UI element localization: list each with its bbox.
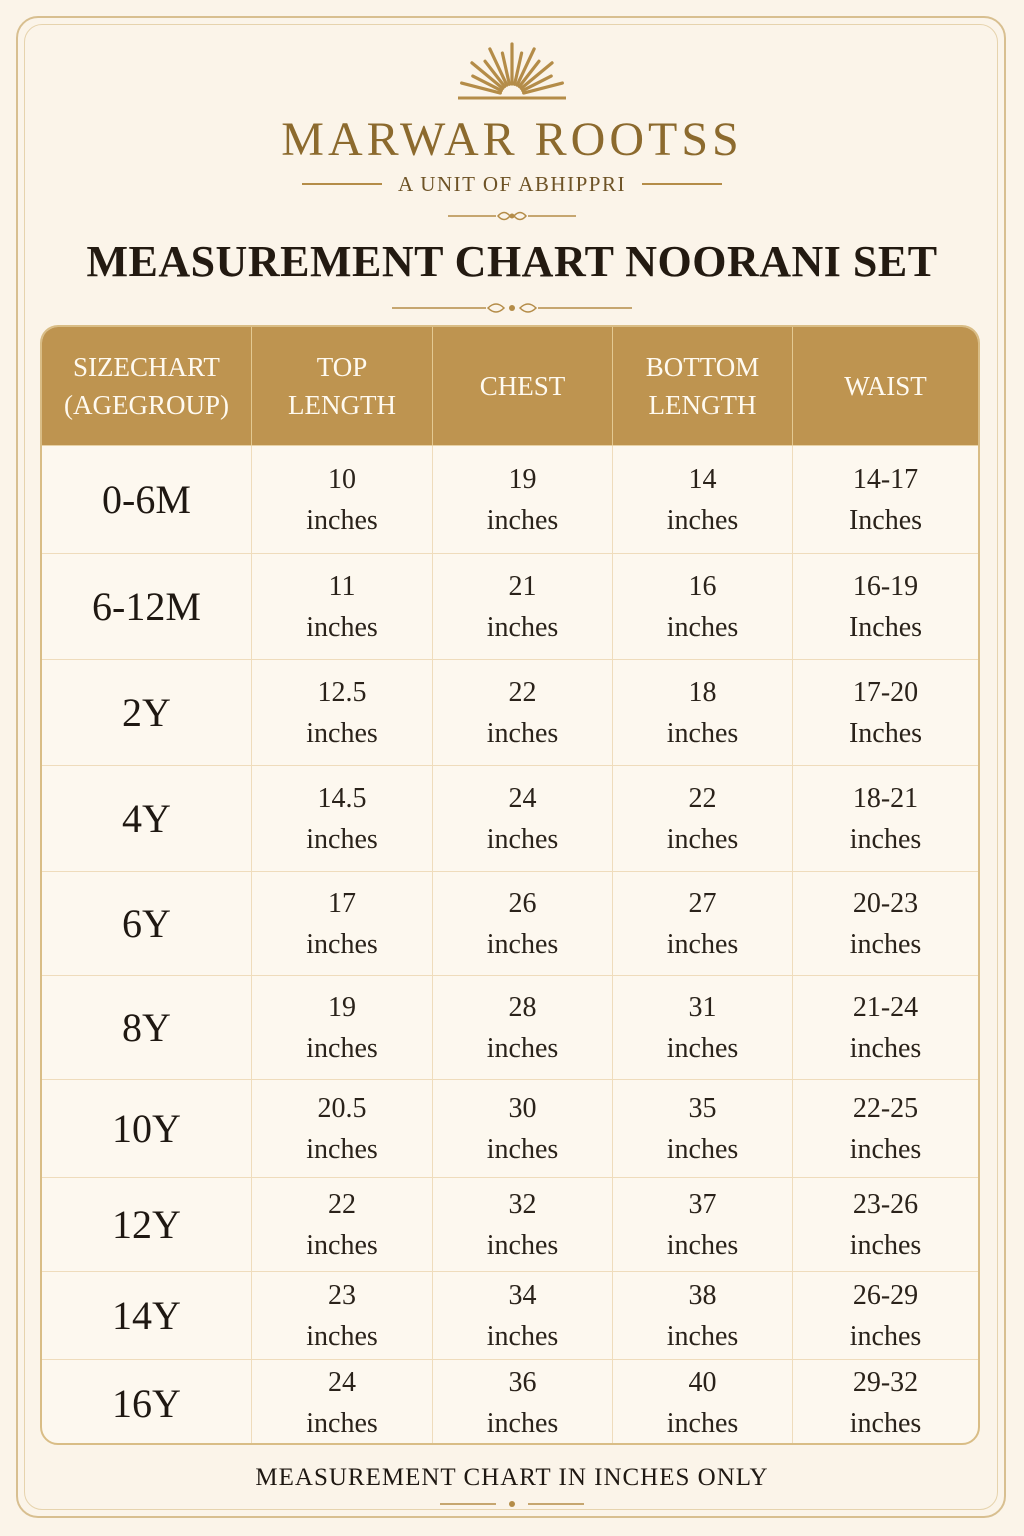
cell-waist: 20-23 inches [849,887,922,960]
table-row [42,1272,978,1360]
divider-line [302,183,382,185]
cell-waist: 21-24 inches [849,991,922,1064]
cell-size: 10Y [42,1080,252,1177]
cell-waist: 22-25 inches [849,1092,922,1165]
cell-waist: 29-32 inches [849,1367,922,1439]
cell-chest: 26 inches [433,872,613,975]
header-waist: WAIST [844,371,927,401]
cell-bottom-length: 38 inches [613,1272,793,1359]
divider-line [642,183,722,185]
cell-top-length: 23 inches [252,1272,433,1359]
table-row [42,1080,978,1178]
cell-waist: 14-17 Inches [848,463,923,536]
table-row [42,1178,978,1272]
page-title: MEASUREMENT CHART NOORANI SET [86,237,938,286]
cell-top-length: 11 inches [252,554,433,659]
flourish-icon [0,1496,1024,1512]
cell-chest: 24 inches [433,766,613,871]
cell-top-length: 19 inches [252,976,433,1079]
cell-size: 16Y [42,1360,252,1445]
table-row [42,766,978,872]
cell-chest: 28 inches [433,976,613,1079]
table-body [42,446,978,1445]
cell-bottom-length: 14 inches [613,446,793,553]
cell-waist: 16-19 Inches [848,570,923,643]
brand-subtitle: A UNIT OF ABHIPPRI [398,171,626,196]
cell-chest: 36 inches [433,1360,613,1445]
cell-top-length: 12.5 inches [252,660,433,765]
cell-waist: 17-20 Inches [848,676,923,749]
header-top-length: TOP LENGTH [252,327,433,445]
cell-bottom-length: 27 inches [613,872,793,975]
cell-bottom-length: 16 inches [613,554,793,659]
cell-size: 2Y [42,660,252,765]
cell-waist: 26-29 inches [849,1279,922,1352]
cell-chest: 32 inches [433,1178,613,1271]
cell-chest: 30 inches [433,1080,613,1177]
table-header [42,327,978,446]
table-row [42,872,978,976]
flourish-icon [0,300,1024,316]
cell-chest: 22 inches [433,660,613,765]
cell-size: 12Y [42,1178,252,1271]
cell-bottom-length: 31 inches [613,976,793,1079]
sunburst-icon [452,40,572,104]
header-size: SIZECHART (AGEGROUP) [42,327,252,445]
cell-chest: 34 inches [433,1272,613,1359]
cell-chest: 19 inches [433,446,613,553]
cell-bottom-length: 18 inches [613,660,793,765]
footer-note: MEASUREMENT CHART IN INCHES ONLY [255,1464,769,1491]
cell-size: 14Y [42,1272,252,1359]
cell-top-length: 14.5 inches [252,766,433,871]
cell-top-length: 10 inches [252,446,433,553]
cell-top-length: 22 inches [252,1178,433,1271]
table-row [42,554,978,660]
cell-bottom-length: 35 inches [613,1080,793,1177]
cell-waist: 18-21 inches [849,782,922,855]
header-chest: CHEST [433,327,613,445]
cell-size: 6-12M [42,554,252,659]
table-row [42,1360,978,1445]
cell-size: 4Y [42,766,252,871]
cell-size: 8Y [42,976,252,1079]
cell-size: 0-6M [42,446,252,553]
cell-bottom-length: 37 inches [613,1178,793,1271]
measurement-table [40,325,980,1445]
cell-bottom-length: 40 inches [613,1360,793,1445]
cell-top-length: 17 inches [252,872,433,975]
cell-waist: 23-26 inches [849,1188,922,1261]
cell-bottom-length: 22 inches [613,766,793,871]
cell-top-length: 24 inches [252,1360,433,1445]
table-row [42,446,978,554]
table-row [42,660,978,766]
cell-size: 6Y [42,872,252,975]
brand-subtitle-row [0,170,1024,198]
brand-name: MARWAR ROOTSS [281,113,743,166]
header-bottom-length: BOTTOM LENGTH [613,327,793,445]
flourish-icon [0,208,1024,224]
cell-chest: 21 inches [433,554,613,659]
table-row [42,976,978,1080]
cell-top-length: 20.5 inches [252,1080,433,1177]
